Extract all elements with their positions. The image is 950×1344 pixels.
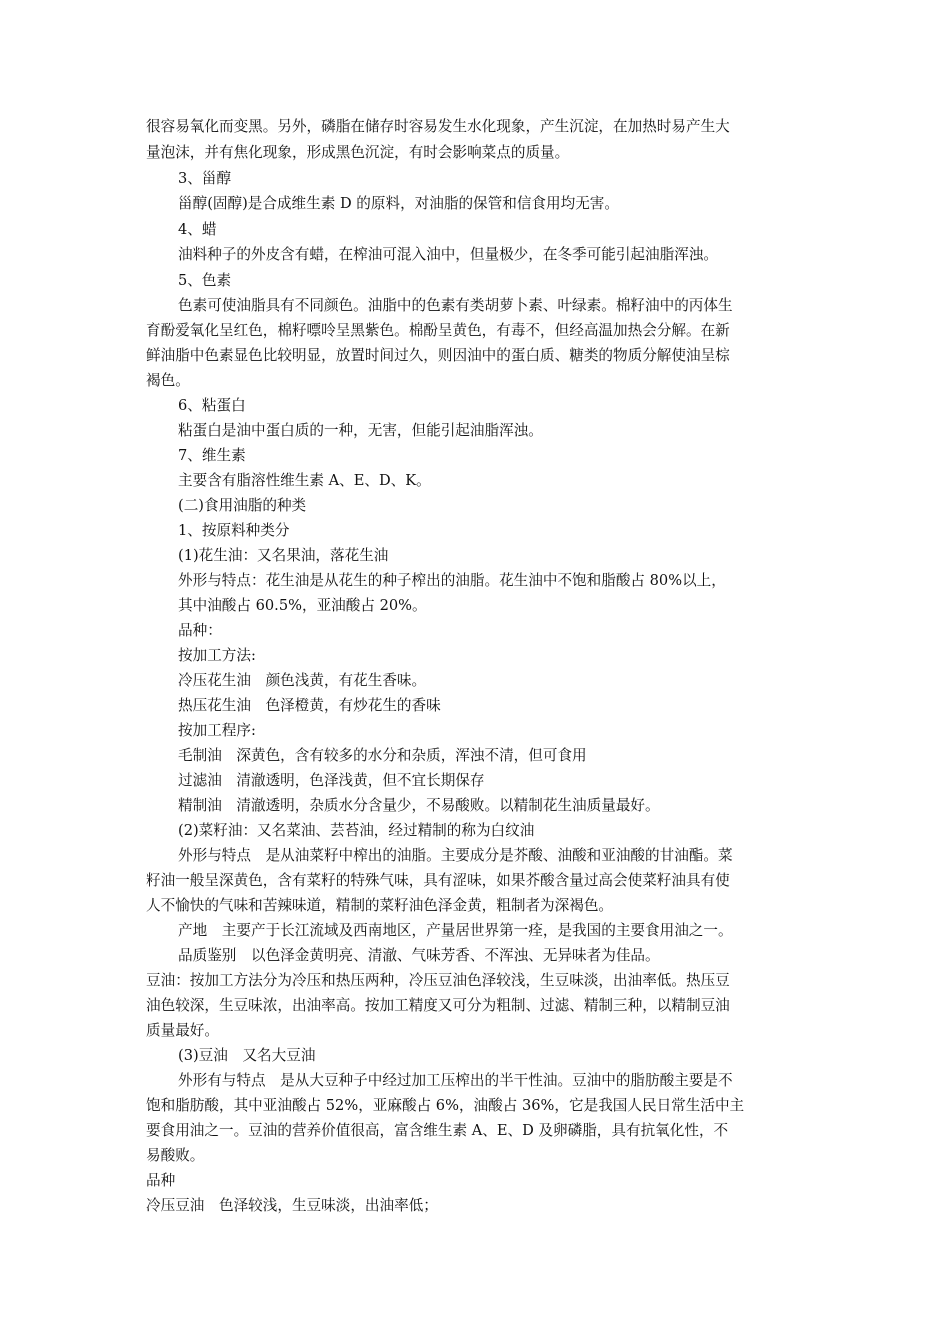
text-line: 品质鉴别 以色泽金黄明亮、清澈、气味芳香、不浑浊、无异味者为佳品。 xyxy=(178,947,660,964)
text-line: 粘蛋白是油中蛋白质的一种，无害，但能引起油脂浑浊。 xyxy=(178,422,543,439)
section-heading: (二)食用油脂的种类 xyxy=(178,497,307,514)
text-line: 育酚爱氧化呈红色，棉籽嘌呤呈黑紫色。棉酚呈黄色，有毒不，但经高温加热会分解。在新 xyxy=(146,322,730,339)
text-line: 褐色。 xyxy=(146,372,190,389)
text-line: 很容易氧化而变黑。另外，磷脂在储存时容易发生水化现象，产生沉淀，在加热时易产生大 xyxy=(146,118,730,135)
section-heading: 5、色素 xyxy=(178,272,232,289)
text-line: 过滤油 清澈透明，色泽浅黄，但不宜长期保存 xyxy=(178,772,485,789)
text-line: 质量最好。 xyxy=(146,1022,219,1039)
text-line: 外形有与特点 是从大豆种子中经过加工压榨出的半干性油。豆油中的脂肪酸主要是不 xyxy=(178,1072,733,1089)
text-line: 热压花生油 色泽橙黄，有炒花生的香味 xyxy=(178,697,441,714)
section-heading: (2)菜籽油：又名菜油、芸苔油，经过精制的称为白纹油 xyxy=(178,822,535,839)
text-line: 品种： xyxy=(178,622,222,639)
text-line: 色素可使油脂具有不同颜色。油脂中的色素有类胡萝卜素、叶绿素。棉籽油中的丙体生 xyxy=(178,297,733,314)
text-line: 油色较深，生豆味浓，出油率高。按加工精度又可分为粗制、过滤、精制三种，以精制豆油 xyxy=(146,997,730,1014)
text-line: 籽油一般呈深黄色，含有菜籽的特殊气味，具有涩味，如果芥酸含量过高会使菜籽油具有使 xyxy=(146,872,730,889)
section-heading: 4、蜡 xyxy=(178,221,217,238)
text-line: 饱和脂肪酸，其中亚油酸占 52%，亚麻酸占 6%，油酸占 36%，它是我国人民日常生活中主 xyxy=(146,1097,745,1114)
text-line: 外形与特点 是从油菜籽中榨出的油脂。主要成分是芥酸、油酸和亚油酸的甘油酯。菜 xyxy=(178,847,733,864)
text-line: 易酸败。 xyxy=(146,1147,205,1164)
section-heading: 6、粘蛋白 xyxy=(178,397,246,414)
text-line: 品种 xyxy=(146,1172,176,1189)
text-line: 外形与特点：花生油是从花生的种子榨出的油脂。花生油中不饱和脂酸占 80%以上， xyxy=(178,572,726,589)
text-line: 毛制油 深黄色，含有较多的水分和杂质，浑浊不清，但可食用 xyxy=(178,747,587,764)
text-line: 其中油酸占 60.5%，亚油酸占 20%。 xyxy=(178,597,427,614)
text-line: 冷压花生油 颜色浅黄，有花生香味。 xyxy=(178,672,427,689)
text-line: 冷压豆油 色泽较浅，生豆味淡，出油率低； xyxy=(146,1197,438,1214)
text-line: 油料种子的外皮含有蜡，在榨油可混入油中，但量极少，在冬季可能引起油脂浑浊。 xyxy=(178,246,718,263)
text-line: 要食用油之一。豆油的营养价值很高，富含维生素 A、E、D 及卵磷脂，具有抗氧化性，不 xyxy=(146,1122,729,1139)
text-line: 量泡沫，并有焦化现象，形成黑色沉淀，有时会影响菜点的质量。 xyxy=(146,144,570,161)
section-heading: 1、按原料种类分 xyxy=(178,522,290,539)
text-line: 豆油：按加工方法分为冷压和热压两种，冷压豆油色泽较浅，生豆味淡，出油率低。热压豆 xyxy=(146,972,730,989)
section-heading: (1)花生油：又名果油，落花生油 xyxy=(178,547,389,564)
text-line: 人不愉快的气味和苦辣味道，精制的菜籽油色泽金黄，粗制者为深褐色。 xyxy=(146,897,614,914)
text-line: 甾醇(固醇)是合成维生素 D 的原料，对油脂的保管和信食用均无害。 xyxy=(178,195,619,212)
section-heading: (3)豆油 又名大豆油 xyxy=(178,1047,316,1064)
text-line: 产地 主要产于长江流域及西南地区，产量居世界第一痊，是我国的主要食用油之一。 xyxy=(178,922,733,939)
section-heading: 7、维生素 xyxy=(178,447,246,464)
text-line: 按加工方法: xyxy=(178,647,256,664)
text-line: 主要含有脂溶性维生素 A、E、D、K。 xyxy=(178,472,431,489)
section-heading: 3、甾醇 xyxy=(178,170,232,187)
text-line: 精制油 清澈透明，杂质水分含量少，不易酸败。以精制花生油质量最好。 xyxy=(178,797,660,814)
text-line: 按加工程序: xyxy=(178,722,256,739)
text-line: 鲜油脂中色素显色比较明显，放置时间过久，则因油中的蛋白质、糖类的物质分解使油呈棕 xyxy=(146,347,730,364)
